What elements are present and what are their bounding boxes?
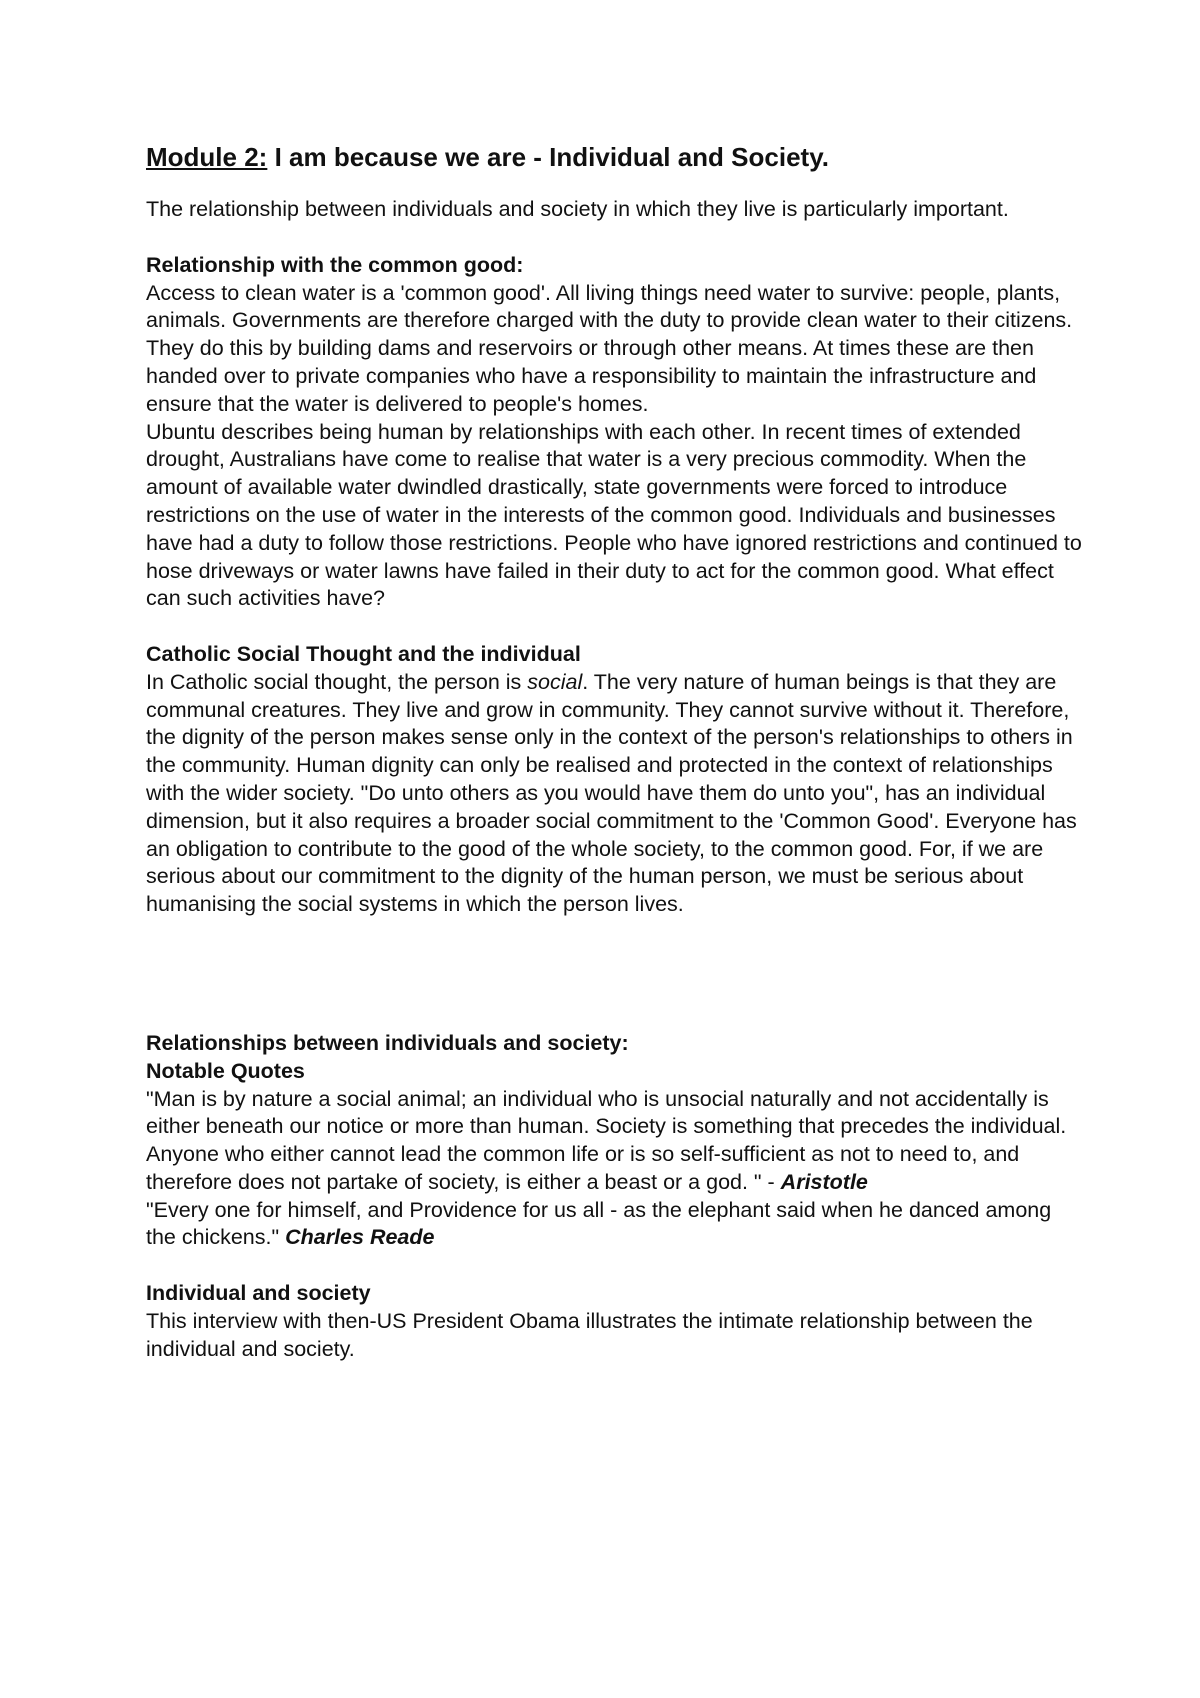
quote-aristotle: "Man is by nature a social animal; an individual who is unsocial naturally and not accidentally is either beneath our notice or more than human. Society is something that precedes the individual. Anyone who either cannot lead the common life or is so self-sufficient as not to need to, and therefore does not partake of society, is either a beast or a god. " - Aristotle <box>146 1086 1067 1194</box>
individual-society-paragraph: This interview with then-US President Obama illustrates the intimate relationship between the individual and society. <box>146 1308 1033 1361</box>
common-good-paragraph-2: Ubuntu describes being human by relationships with each other. In recent times of extended drought, Australians have come to realise that water is a very precious commodity. When the amount of available water dwindled drastically, state governments were forced to introduce restrictions on the use of water in the interests of the common good. Individuals and businesses have had a duty to follow those restrictions. People who have ignored restrictions and continued to hose driveways or water lawns have failed in their duty to act for the common good. What effect can such activities have? <box>146 419 1082 611</box>
notable-quotes-heading: Notable Quotes <box>146 1058 305 1083</box>
module-label: Module 2: <box>146 142 268 172</box>
common-good-heading: Relationship with the common good: <box>146 252 524 277</box>
quote-author-reade: Charles Reade <box>285 1225 435 1250</box>
catholic-paragraph: In Catholic social thought, the person is social. The very nature of human beings is that they are communal creatures. They live and grow in community. They cannot survive without it. Therefore, the dignity of the person makes sense only in the context of the person's relationships to others in the community. Human dignity can only be realised and protected in the context of relationships with the wider society. "Do unto others as you would have them do unto you", has an individual dimension, but it also requires a broader social commitment to the 'Common Good'. Everyone has an obligation to contribute to the good of the whole society, to the common good. For, if we are serious about our commitment to the dignity of the human person, we must be serious about humanising the social systems in which the person lives. <box>146 669 1077 917</box>
quote-reade: "Every one for himself, and Providence for us all - as the elephant said when he danced among the chickens." Charles Reade <box>146 1197 1052 1250</box>
common-good-paragraph-1: Access to clean water is a 'common good'. All living things need water to survive: people, plants, animals. Governments are therefore charged with the duty to provide clean water to their citizens. They do this by building dams and reservoirs or through other means. At times these are then handed over to private companies who have a responsibility to maintain the infrastructure and ensure that the water is delivered to people's homes. <box>146 280 1073 416</box>
title-text: I am because we are - Individual and Society. <box>267 142 829 172</box>
page-title <box>146 142 1086 173</box>
quote-author-aristotle: Aristotle <box>780 1169 868 1194</box>
relationships-heading: Relationships between individuals and society: <box>146 1030 629 1055</box>
individual-society-heading: Individual and society <box>146 1281 371 1306</box>
social-italic: social <box>527 669 583 694</box>
intro-paragraph: The relationship between individuals and society in which they live is particularly important. <box>146 197 1009 222</box>
catholic-heading: Catholic Social Thought and the individual <box>146 641 581 666</box>
document-page <box>146 142 1086 1363</box>
